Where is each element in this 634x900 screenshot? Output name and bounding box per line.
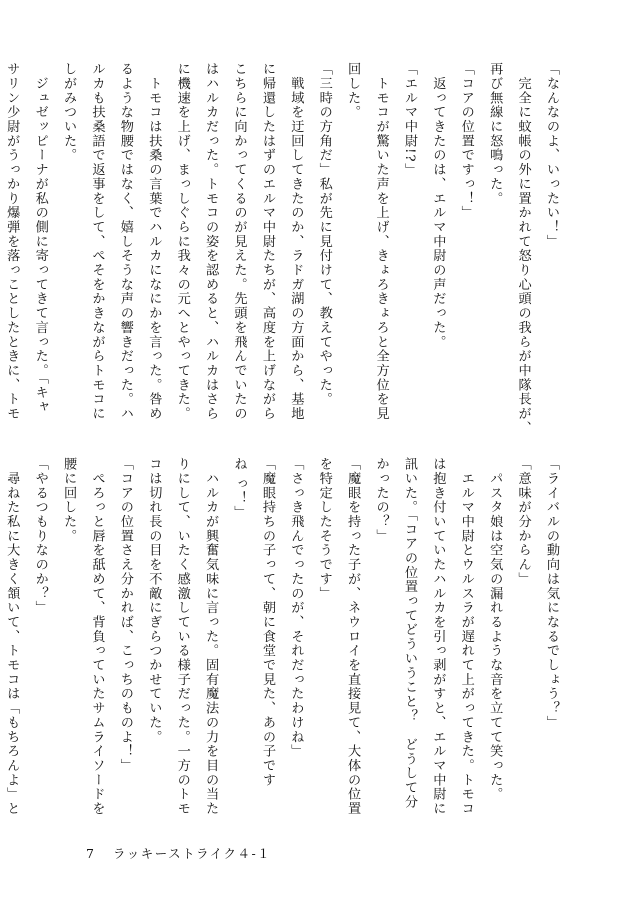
text-line: トモコは扶桑の言葉でハルカになにかを言った。咎め [146,62,162,421]
text-line: パスタ娘は空気の漏れるような音を立てて笑った。 [487,457,503,802]
text-line: 回した。 [345,62,361,120]
text-line: 返ってきたのは、エルマ中尉の声だった。 [430,62,446,349]
page-footer [86,844,271,862]
text-line: 「コアの位置ですっ！」 [458,62,474,220]
text-line: コは切れ長の目を不敵にぎらつかせていた。 [146,457,162,744]
text-line: トモコが驚いた声を上げ、きょろきょろと全方位を見 [373,62,389,421]
text-line: 再び無線に怒鳴った。 [487,62,503,206]
text-line: 「なんなのよ、いったい！」 [544,62,559,249]
text-line: りにして、いたく感激している様子だった。一方のトモ [174,457,190,816]
text-line: 完全に蚊帳の外に置かれて怒り心頭の我らが中隊長が、 [515,62,531,436]
text-line: かったの？」 [373,457,389,544]
text-line: ジュゼッピーナが私の側に寄ってきて言った。「キャ [32,62,48,415]
text-line: 「魔眼持ちの子って、朝に食堂で見た、あの子です [259,457,275,788]
text-line: 「魔眼を持った子が、ネウロイを直接見て、大体の位置 [345,457,361,816]
text-line: 「さっき飛んでったのが、それだったわけね」 [288,457,304,759]
text-line: ね っ！」 [231,457,247,520]
text-line: しがみついた。 [61,62,77,163]
text-line: るような物腰ではなく、嬉しそうな声の響きだった。ハ [117,62,133,421]
text-line: こちらに向かってくるのが見えた。先頭を飛んでいたの [231,62,247,421]
text-line: 尋ねた私に大きく頷いて、トモコは「もちろんよ」と [4,457,20,816]
text-line: 「意味が分からん」 [515,457,531,587]
text-line: 「コアの位置さえ分かれば、こっちのものよ！」 [117,457,133,773]
text-line: はハルカだった。トモコの姿を認めると、ハルカはさら [203,62,219,421]
text-line: 戦域を迂回してきたのか、ラドガ湖の方面から、基地 [288,62,304,421]
text-line: エルマ中尉とウルスラが遅れて上がってきた。トモコ [458,457,474,816]
text-line: ぺろっと唇を舐めて、背負っていたサムライソードを [89,457,105,816]
text-line: 「エルマ中尉!?」 [401,62,417,178]
text-line: 「やるつもりなのか？」 [32,457,48,615]
text-line: 「三時の方角だ」私が先に見付けて、教えてやった。 [316,62,332,407]
running-title: ラッキーストライク４-１ [112,846,272,861]
text-block-upper [0,62,565,438]
text-block-lower [0,457,565,833]
text-line: は抱き付いていたハルカを引っ剥がすと、エルマ中尉に [430,457,446,816]
text-line: 「ライバルの動向は気になるでしょう？」 [544,457,559,730]
text-line: ルカも扶桑語で返事をして、ぺそをかきながらトモコに [89,62,105,421]
text-line: に帰還したはずのエルマ中尉たちが、高度を上げながら [259,62,275,421]
text-line: サリン少尉がうっかり爆弾を落っことしたときに、トモ [4,62,20,421]
text-line: 腰に回した。 [61,457,77,544]
page-number: 7 [86,846,96,861]
text-line: 訊いた。「コアの位置ってどういうこと？ どうして分 [401,457,417,810]
text-line: ハルカが興奮気味に言った。固有魔法の力を目の当た [203,457,219,816]
text-line: を特定したそうです」 [316,457,332,601]
text-line: に機速を上げ、まっしぐらに我々の元へとやってきた。 [174,62,190,421]
